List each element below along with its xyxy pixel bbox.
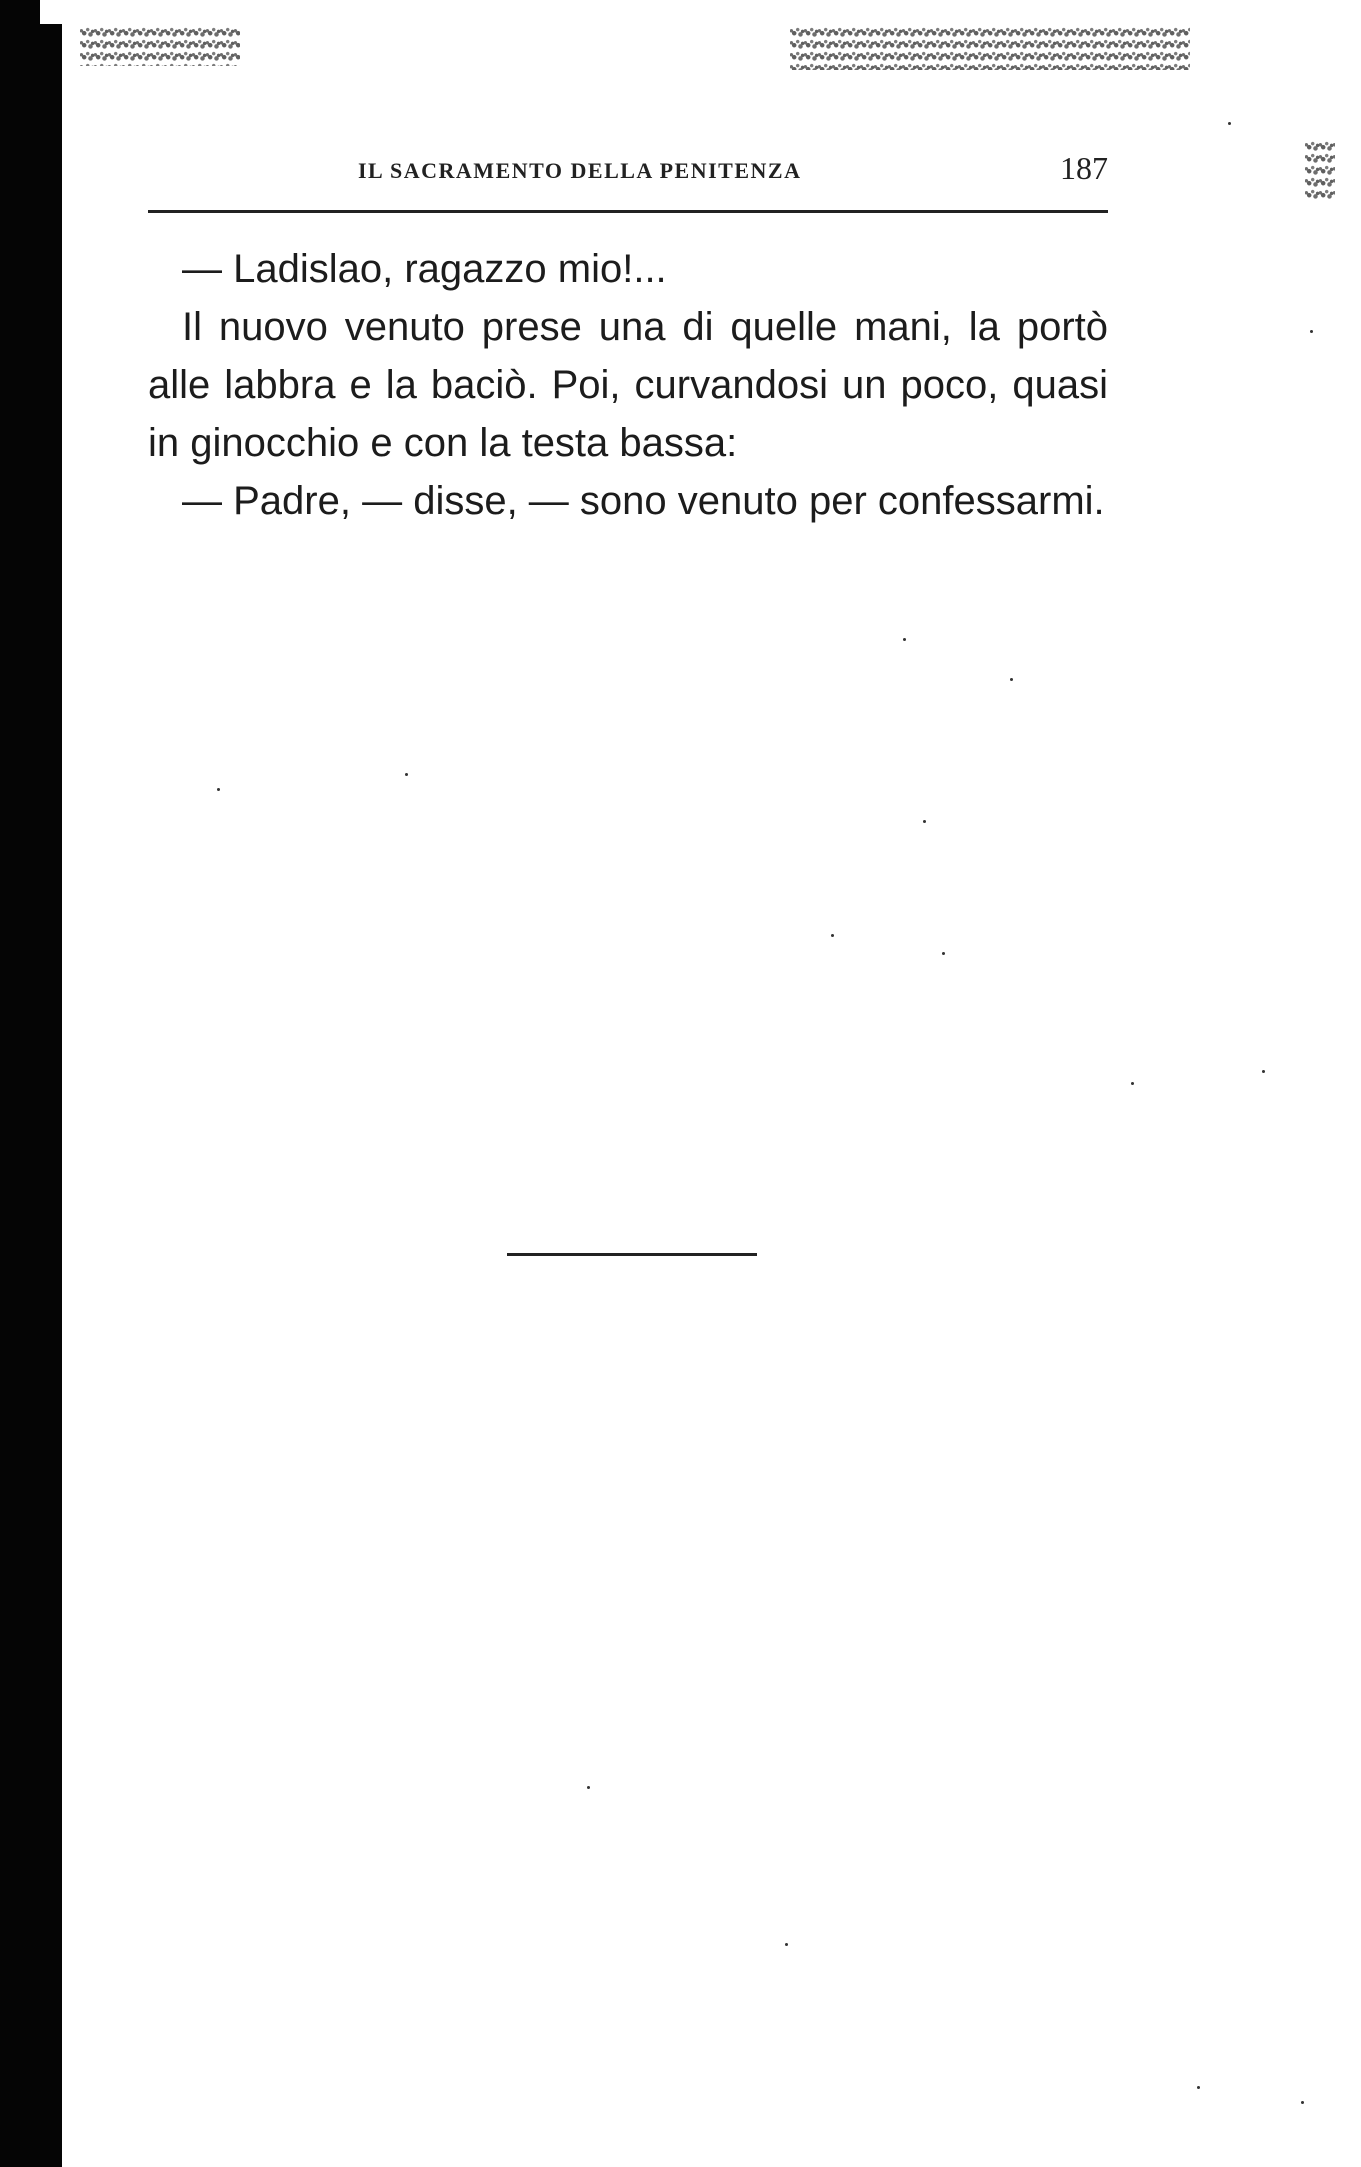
scan-speck (405, 773, 408, 776)
scan-speck (923, 820, 926, 823)
paragraph: Il nuovo venuto prese una di quelle mani, la portò alle labbra e la baciò. Poi, curvandosi un poco, quasi in ginocchio e con la testa bassa: (148, 305, 1108, 465)
scan-speck (903, 638, 906, 641)
paragraph: — Ladislao, ragazzo mio!... (182, 247, 667, 291)
scan-spine-shadow (0, 24, 62, 2167)
scan-speck (217, 788, 220, 791)
scan-speck (1197, 2086, 1200, 2089)
scan-speck (1262, 1070, 1265, 1073)
scan-speck (942, 952, 945, 955)
scan-noise (1305, 140, 1335, 200)
scan-speck (1228, 122, 1231, 125)
scan-speck (831, 934, 834, 937)
running-title: IL SACRAMENTO DELLA PENITENZA (358, 158, 802, 183)
header-rule (148, 210, 1108, 213)
scan-speck (1301, 2101, 1304, 2104)
scan-speck (1131, 1082, 1134, 1085)
scan-speck (1310, 330, 1313, 333)
end-rule (507, 1253, 757, 1256)
scan-speck (587, 1786, 590, 1789)
page-number: 187 (1060, 150, 1108, 186)
running-header (148, 150, 1108, 190)
page-body (148, 240, 1108, 530)
scan-noise (790, 26, 1190, 70)
paragraph: — Padre, — disse, — sono venuto per confessarmi. (182, 479, 1105, 523)
scan-speck (785, 1943, 788, 1946)
scan-speck (1010, 678, 1013, 681)
scan-noise (80, 26, 240, 66)
